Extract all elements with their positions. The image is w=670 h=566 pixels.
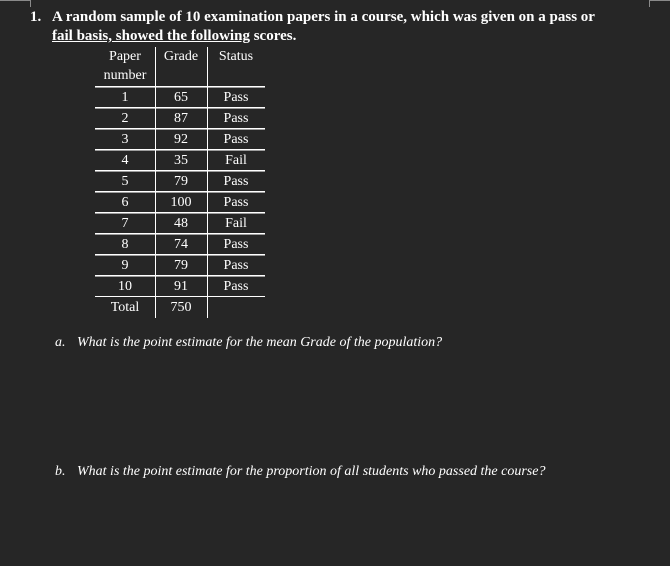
cell-total-label: Total (110, 300, 140, 315)
cell-status: Fail (225, 216, 247, 231)
cell-status: Fail (225, 153, 247, 168)
column-divider (155, 47, 156, 318)
page-corner-mark-left (0, 0, 31, 7)
cell-paper-number: 4 (121, 153, 129, 168)
row-divider-top (95, 129, 265, 130)
cell-grade: 48 (174, 216, 188, 231)
cell-grade: 87 (174, 111, 188, 126)
question-number: 1. (30, 9, 42, 25)
sub-question-a-text: What is the point estimate for the mean Grade of the population? (77, 335, 443, 350)
cell-total-value: 750 (170, 300, 192, 315)
cell-paper-number: 9 (121, 258, 129, 273)
cell-status: Pass (223, 258, 249, 273)
cell-status: Pass (223, 90, 249, 105)
cell-status: Pass (223, 111, 249, 126)
row-divider-top (95, 234, 265, 235)
cell-status: Pass (223, 237, 249, 252)
cell-paper-number: 6 (121, 195, 129, 210)
cell-paper-number: 7 (121, 216, 129, 231)
sub-question-a-letter: a. (55, 335, 66, 350)
question-line-2 (52, 27, 652, 46)
column-divider (207, 47, 208, 318)
cell-paper-number: 10 (118, 279, 132, 294)
cell-grade: 79 (174, 174, 188, 189)
cell-grade: 92 (174, 132, 188, 147)
cell-paper-number: 3 (121, 132, 129, 147)
cell-grade: 100 (170, 195, 192, 210)
question-underlined-text: fail basis, showed the following (52, 28, 250, 44)
row-divider-top (95, 150, 265, 151)
cell-grade: 65 (174, 90, 188, 105)
header-paper-line-2: number (103, 68, 147, 83)
row-divider-top (95, 213, 265, 214)
cell-grade: 74 (174, 237, 188, 252)
cell-paper-number: 1 (121, 90, 129, 105)
sub-question-b-letter: b. (55, 464, 66, 479)
page-corner-mark-right (649, 0, 670, 7)
row-divider (95, 296, 265, 297)
header-divider (95, 86, 265, 87)
row-divider-top (95, 87, 265, 88)
row-divider-top (95, 108, 265, 109)
cell-paper-number: 8 (121, 237, 129, 252)
row-divider-top (95, 192, 265, 193)
sub-question-b-text: What is the point estimate for the proportion of all students who passed the course? (77, 464, 546, 479)
row-divider-top (95, 255, 265, 256)
question-line-2-rest: scores. (249, 28, 297, 44)
question-text (52, 8, 652, 46)
question-line-1: A random sample of 10 examination papers in a course, which was given on a pass or (52, 9, 595, 25)
header-status: Status (218, 49, 254, 64)
cell-status: Pass (223, 279, 249, 294)
header-paper-line-1: Paper (109, 49, 141, 64)
cell-grade: 91 (174, 279, 188, 294)
row-divider-top (95, 171, 265, 172)
header-grade: Grade (163, 49, 199, 64)
cell-paper-number: 5 (121, 174, 129, 189)
header-paper-number (95, 47, 155, 85)
cell-status: Pass (223, 132, 249, 147)
cell-status: Pass (223, 174, 249, 189)
row-divider-top (95, 276, 265, 277)
cell-status: Pass (223, 195, 249, 210)
cell-paper-number: 2 (121, 111, 129, 126)
cell-grade: 35 (174, 153, 188, 168)
cell-grade: 79 (174, 258, 188, 273)
